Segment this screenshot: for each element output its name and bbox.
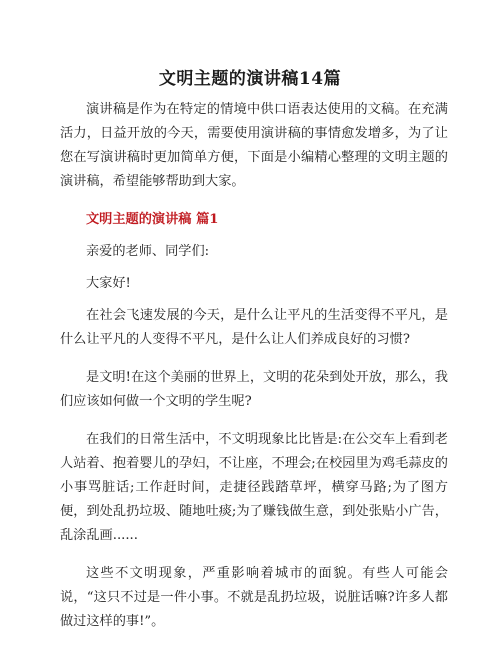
paragraph-greeting: 亲爱的老师、同学们:	[86, 244, 210, 259]
paragraph-hello: 大家好!	[86, 276, 131, 291]
paragraph: 这些不文明现象，严重影响着城市的面貌。有些人可能会说，“这只不过是一件小事。不就是乱扔垃圾，说脏话嘛?许多人都做过这样的事!”。	[60, 566, 448, 629]
paragraph: 是文明!在这个美丽的世界上，文明的花朵到处开放，那么，我们应该如何做一个文明的学生呢?	[60, 370, 448, 409]
section-heading: 文明主题的演讲稿 篇1	[86, 212, 219, 227]
paragraph: 在我们的日常生活中，不文明现象比比皆是:在公交车上看到老人站着、抱着婴儿的孕妇，不让座，不理会;在校园里为鸡毛蒜皮的小事骂脏话;工作赶时间，走捷径践踏草坪，横穿马路;为了图方便，到处乱扔垃圾、随地吐痰;为了赚钱做生意，到处张贴小广告，乱涂乱画......	[60, 432, 448, 543]
paragraph: 在社会飞速发展的今天，是什么让平凡的生活变得不平凡，是什么让平凡的人变得不平凡，是什么让人们养成良好的习惯?	[60, 308, 448, 347]
intro-paragraph: 演讲稿是作为在特定的情境中供口语表达使用的文稿。在充满活力，日益开放的今天，需要使用演讲稿的事情愈发增多，为了让您在写演讲稿时更加简单方便，下面是小编精心整理的文明主题的演讲稿，希望能够帮助到大家。	[60, 102, 448, 189]
document-title: 文明主题的演讲稿14篇	[158, 69, 342, 89]
document-body	[60, 98, 448, 648]
